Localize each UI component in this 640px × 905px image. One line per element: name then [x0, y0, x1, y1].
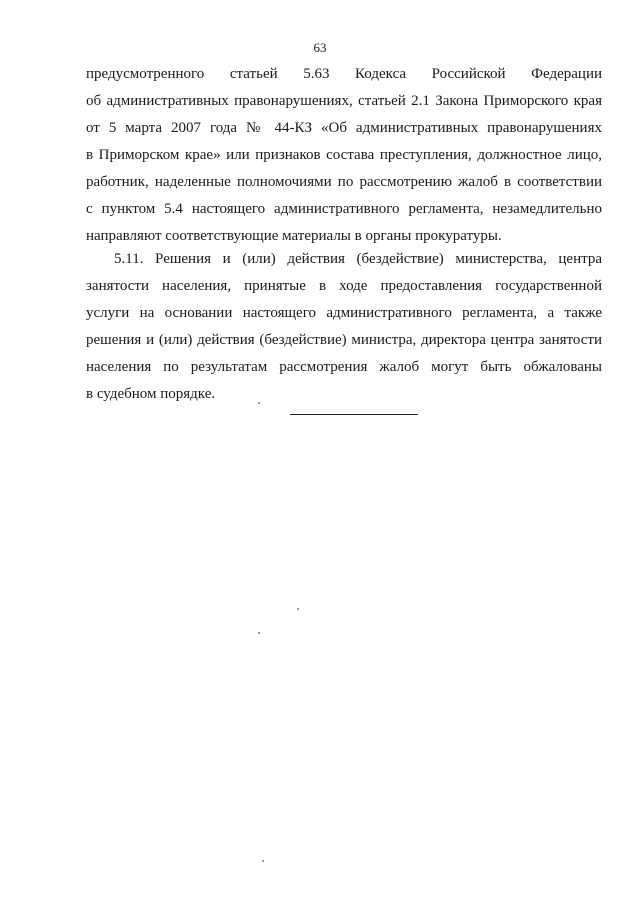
text-line: от 5 марта 2007 года № 44-КЗ «Об административных правонарушениях	[86, 120, 602, 136]
scan-speck	[297, 608, 299, 610]
scan-speck	[258, 632, 260, 634]
page-number: 63	[313, 40, 327, 55]
closing-rule	[290, 414, 418, 415]
text-line: предусмотренного статьей 5.63 Кодекса Российской Федерации	[86, 66, 602, 82]
scan-speck	[262, 860, 264, 862]
text-line: в Приморском крае» или признаков состава преступления, должностное лицо,	[86, 147, 602, 163]
text-line: 5.11. Решения и (или) действия (бездействие) министерства, центра	[114, 251, 602, 267]
text-line: услуги на основании настоящего административного регламента, а также	[86, 305, 602, 321]
text-line: направляют соответствующие материалы в органы прокуратуры.	[86, 228, 502, 244]
scan-speck	[258, 402, 260, 404]
text-line: решения и (или) действия (бездействие) министра, директора центра занятости	[86, 332, 602, 348]
text-line: с пунктом 5.4 настоящего административного регламента, незамедлительно	[86, 201, 602, 217]
text-line: населения по результатам рассмотрения жалоб могут быть обжалованы	[86, 359, 602, 375]
text-line: работник, наделенные полномочиями по рассмотрению жалоб в соответствии	[86, 174, 602, 190]
text-line: занятости населения, принятые в ходе предоставления государственной	[86, 278, 602, 294]
text-line: об административных правонарушениях, статьей 2.1 Закона Приморского края	[86, 93, 602, 109]
text-line: в судебном порядке.	[86, 386, 216, 402]
